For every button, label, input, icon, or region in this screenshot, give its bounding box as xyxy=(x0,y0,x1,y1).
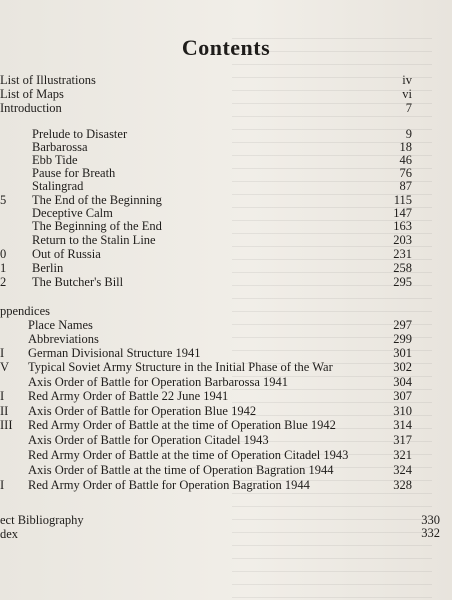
chapter-title: The Butcher's Bill xyxy=(32,275,124,289)
appendix-page: 310 xyxy=(393,404,412,418)
appendix-page: 301 xyxy=(393,346,412,360)
chapter-title: The Beginning of the End xyxy=(32,219,162,233)
toc-entry-front xyxy=(0,87,452,101)
appendix-page: 304 xyxy=(393,375,412,389)
toc-chapter xyxy=(0,140,452,154)
appendix-title: Axis Order of Battle for Operation Blue 1942 xyxy=(28,404,257,418)
appendix-number: I xyxy=(0,478,5,492)
appendix-title: Axis Order of Battle at the time of Operation Bagration 1944 xyxy=(28,463,334,477)
toc-appendix xyxy=(0,418,452,432)
toc-appendix xyxy=(0,375,452,389)
chapter-page: 87 xyxy=(399,179,412,193)
toc-entry-title: ect Bibliography xyxy=(0,513,84,527)
toc-entry-back xyxy=(0,527,452,543)
chapter-page: 258 xyxy=(393,261,412,275)
toc-chapter xyxy=(0,247,452,261)
appendix-page: 297 xyxy=(393,318,412,332)
toc-appendix xyxy=(0,478,452,492)
appendix-page: 317 xyxy=(393,433,412,447)
chapter-title: Out of Russia xyxy=(32,247,101,261)
chapter-number: 0 xyxy=(0,247,7,261)
chapter-title: The End of the Beginning xyxy=(32,193,162,207)
appendices-heading: ppendices xyxy=(0,304,50,318)
toc-entry-page: iv xyxy=(402,73,412,87)
appendix-page: 302 xyxy=(393,360,412,374)
appendix-page: 307 xyxy=(393,389,412,403)
appendix-page: 314 xyxy=(393,418,412,432)
toc-chapter xyxy=(0,219,452,233)
chapter-title: Deceptive Calm xyxy=(32,206,113,220)
chapter-title: Return to the Stalin Line xyxy=(32,233,156,247)
chapter-page: 9 xyxy=(405,127,412,141)
appendix-title: Abbreviations xyxy=(28,332,99,346)
toc-chapter xyxy=(0,261,452,275)
toc-entry-page: 330 xyxy=(421,513,440,527)
chapter-page: 147 xyxy=(393,206,412,220)
appendix-title: Red Army Order of Battle at the time of Operation Citadel 1943 xyxy=(28,448,349,462)
chapter-page: 46 xyxy=(399,153,412,167)
appendix-number: I xyxy=(0,389,5,403)
appendix-page: 299 xyxy=(393,332,412,346)
chapter-number: 1 xyxy=(0,261,7,275)
toc-entry-title: List of Illustrations xyxy=(0,73,96,87)
chapter-page: 203 xyxy=(393,233,412,247)
chapter-page: 18 xyxy=(399,140,412,154)
toc-appendix xyxy=(0,332,452,346)
toc-appendix xyxy=(0,360,452,374)
appendix-number: V xyxy=(0,360,10,374)
appendix-number: I xyxy=(0,346,5,360)
appendix-title: Typical Soviet Army Structure in the Initial Phase of the War xyxy=(28,360,333,374)
toc-entry-page: vi xyxy=(402,87,412,101)
chapter-page: 163 xyxy=(393,219,412,233)
toc-entry-page: 7 xyxy=(405,101,412,115)
toc-appendix xyxy=(0,433,452,447)
toc-entry-page: 332 xyxy=(421,526,440,540)
toc-chapter xyxy=(0,179,452,193)
chapter-page: 115 xyxy=(393,193,412,207)
chapter-title: Prelude to Disaster xyxy=(32,127,128,141)
appendix-number: II xyxy=(0,404,9,418)
appendix-page: 324 xyxy=(393,463,412,477)
toc-chapter xyxy=(0,193,452,207)
toc-chapter xyxy=(0,127,452,141)
toc-appendix xyxy=(0,448,452,462)
toc-appendix xyxy=(0,318,452,332)
chapter-page: 76 xyxy=(399,166,412,180)
toc-entry-front xyxy=(0,101,452,115)
toc-entry-title: List of Maps xyxy=(0,87,64,101)
toc-chapter xyxy=(0,206,452,220)
toc-chapter xyxy=(0,166,452,180)
chapter-number: 5 xyxy=(0,193,7,207)
chapter-number: 2 xyxy=(0,275,7,289)
toc-chapter xyxy=(0,153,452,167)
appendix-page: 321 xyxy=(393,448,412,462)
chapter-page: 231 xyxy=(393,247,412,261)
appendix-page: 328 xyxy=(393,478,412,492)
chapter-title: Barbarossa xyxy=(32,140,88,154)
appendix-title: German Divisional Structure 1941 xyxy=(28,346,201,360)
chapter-page: 295 xyxy=(393,275,412,289)
appendix-number: III xyxy=(0,418,13,432)
toc-appendix xyxy=(0,463,452,477)
appendix-title: Red Army Order of Battle at the time of Operation Blue 1942 xyxy=(28,418,336,432)
toc-chapter xyxy=(0,233,452,247)
toc-appendix xyxy=(0,346,452,360)
toc-entry-front xyxy=(0,73,452,87)
appendix-title: Axis Order of Battle for Operation Barbarossa 1941 xyxy=(28,375,288,389)
appendix-title: Axis Order of Battle for Operation Citadel 1943 xyxy=(28,433,269,447)
appendix-title: Place Names xyxy=(28,318,93,332)
chapter-title: Berlin xyxy=(32,261,64,275)
appendix-title: Red Army Order of Battle for Operation Bagration 1944 xyxy=(28,478,310,492)
chapter-title: Pause for Breath xyxy=(32,166,116,180)
appendix-title: Red Army Order of Battle 22 June 1941 xyxy=(28,389,229,403)
toc-appendix xyxy=(0,389,452,403)
page-title: Contents xyxy=(181,35,271,60)
chapter-title: Ebb Tide xyxy=(32,153,78,167)
toc-appendix xyxy=(0,404,452,418)
toc-entry-title: Introduction xyxy=(0,101,62,115)
toc-chapter xyxy=(0,275,452,289)
toc-entry-title: dex xyxy=(0,527,19,541)
chapter-title: Stalingrad xyxy=(32,179,84,193)
